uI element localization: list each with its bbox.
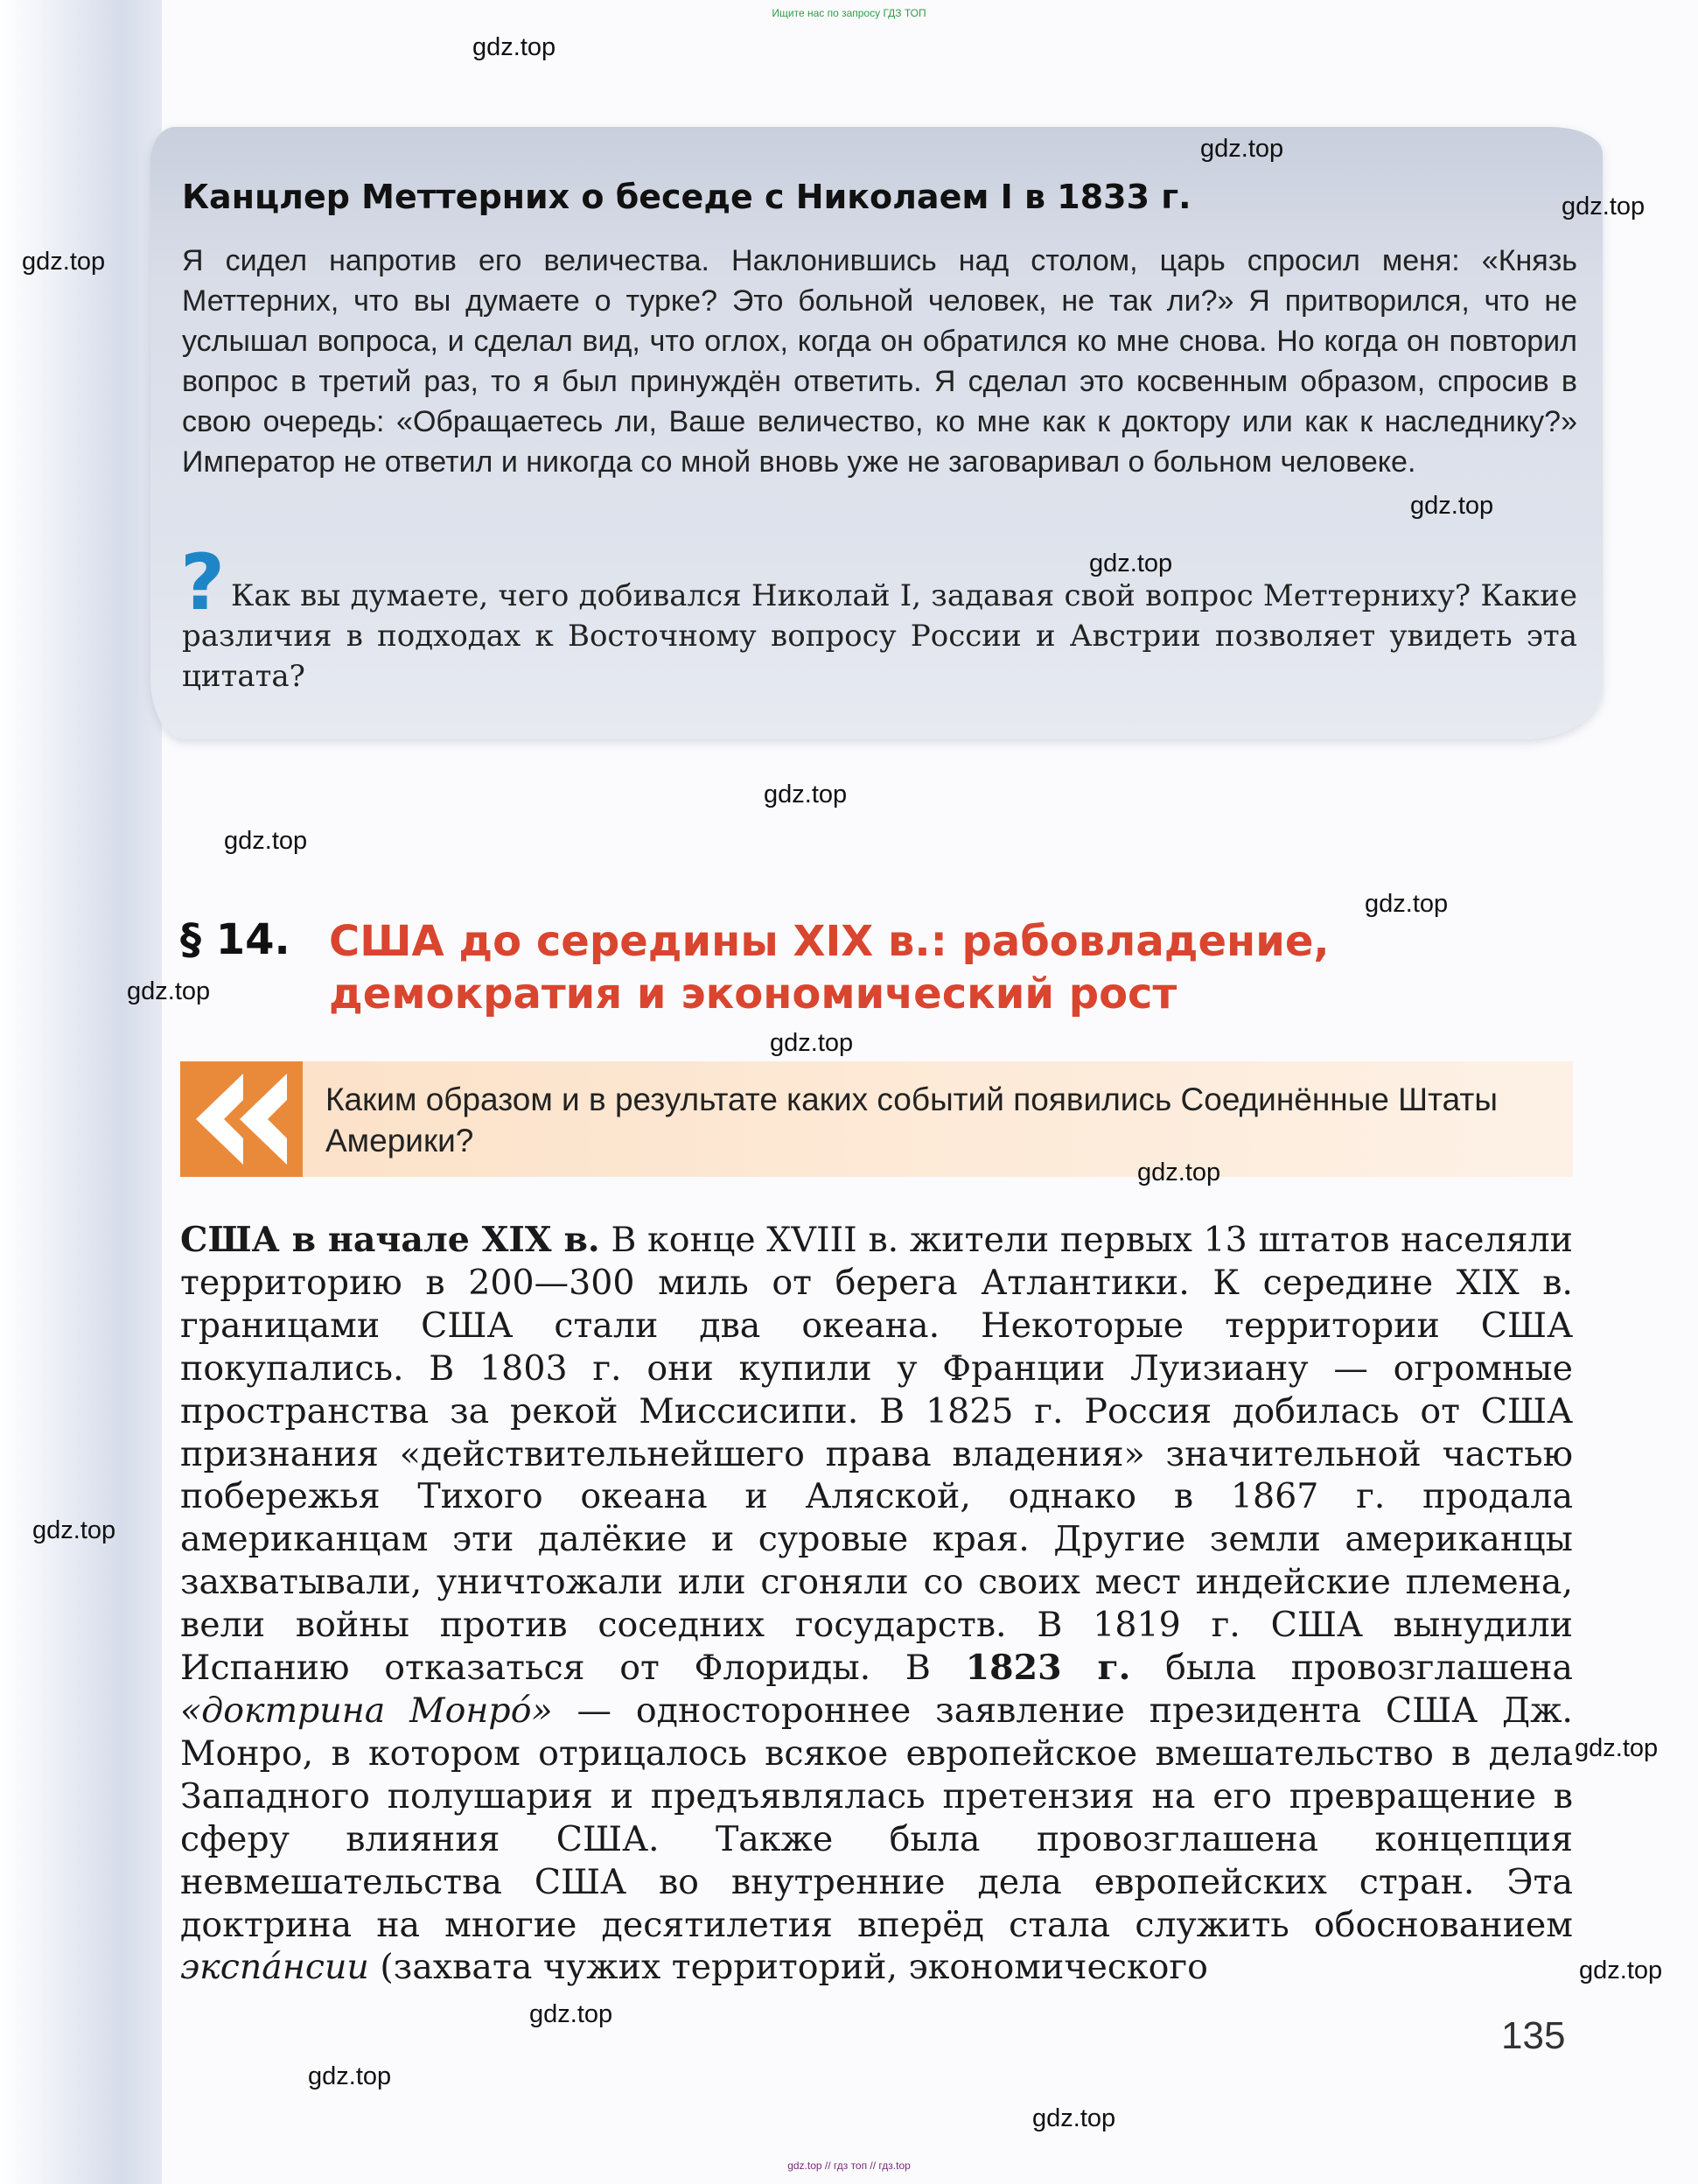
watermark: gdz.top bbox=[1089, 550, 1173, 578]
watermark: gdz.top bbox=[764, 780, 848, 808]
body-text-part2: была провозглашена bbox=[1130, 1648, 1573, 1689]
rewind-icon bbox=[180, 1061, 303, 1177]
quote-title: Канцлер Меттерних о беседе с Николаем I в 1833 г. bbox=[182, 178, 1191, 216]
term-monroe-doctrine: «доктрина Монро́» bbox=[180, 1690, 553, 1731]
watermark: gdz.top bbox=[770, 1029, 854, 1057]
body-paragraph bbox=[180, 1219, 1573, 1989]
year-bold: 1823 г. bbox=[965, 1648, 1131, 1689]
watermark: gdz.top bbox=[472, 33, 556, 61]
body-text-part3: — одностороннее заявление президента США Дж. Монро, в котором отрицалось всякое европейское вмешательство в дела Западного полушария и предъявлялась претензия на его превращение в сферу влияния США. Также была провозглашена концепция невмешательства США во внутренние дела европейских стран. Эта доктрина на многие десятилетия вперёд стала служить обоснованием bbox=[180, 1690, 1573, 1945]
watermark: gdz.top bbox=[1579, 1956, 1663, 1984]
watermark: gdz.top bbox=[32, 1516, 116, 1544]
body-text-part1: В конце XVIII в. жители первых 13 штатов населяли территорию в 200—300 миль от берега Атлантики. К середине XIX в. границами США стали два океана. Некоторые территории США покупались. В 1803 г. они купили у Франции Луизиану — огромные пространства за рекой Миссисипи. В 1825 г. Россия добилась от США признания «действительнейшего права владения» значительной частью побережья Тихого океана и Аляской, однако в 1867 г. продала американцам эти далёкие и суровые края. Другие земли американцы захватывали, уничтожали или сгоняли со своих мест индейские племена, вели войны против соседних государств. В 1819 г. США вынудили Испанию отказаться от Флориды. В bbox=[180, 1220, 1573, 1689]
question-text: Как вы думаете, чего добивался Николай I, задавая свой вопрос Меттерниху? Какие различия в подходах к Восточному вопросу России и Австрии позволяет увидеть эта цитата? bbox=[182, 578, 1577, 694]
top-note: Ищите нас по запросу ГДЗ ТОП bbox=[772, 7, 926, 19]
term-expansion: экспа́нсии bbox=[180, 1947, 369, 1988]
watermark: gdz.top bbox=[1137, 1158, 1221, 1186]
book-spine-shadow bbox=[0, 0, 162, 2184]
watermark: gdz.top bbox=[22, 248, 106, 276]
section-title-line1: США до середины XIX в.: рабовладение, bbox=[329, 917, 1330, 966]
body-text-part4: (захвата чужих территорий, экономического bbox=[368, 1947, 1208, 1988]
section-title-line2: демократия и экономический рост bbox=[329, 970, 1177, 1018]
watermark: gdz.top bbox=[529, 2000, 613, 2028]
page-number: 135 bbox=[1501, 2014, 1566, 2057]
watermark: gdz.top bbox=[1032, 2104, 1116, 2132]
watermark: gdz.top bbox=[224, 827, 308, 855]
paragraph-lead: США в начале XIX в. bbox=[180, 1220, 600, 1260]
bottom-note: gdz.top // гдз топ // гдз.top bbox=[787, 2160, 911, 2172]
watermark: gdz.top bbox=[1562, 192, 1646, 220]
watermark: gdz.top bbox=[1200, 135, 1284, 163]
watermark: gdz.top bbox=[1365, 890, 1449, 918]
watermark: gdz.top bbox=[308, 2062, 392, 2090]
watermark: gdz.top bbox=[127, 977, 211, 1005]
section-number: § 14. bbox=[180, 915, 290, 964]
watermark: gdz.top bbox=[1575, 1734, 1659, 1762]
question-mark-icon: ? bbox=[180, 537, 226, 627]
watermark: gdz.top bbox=[1410, 492, 1494, 520]
recall-question: Каким образом и в результате каких событий появились Соединённые Штаты Америки? bbox=[325, 1082, 1498, 1158]
section-title bbox=[329, 915, 1466, 1020]
quote-text: Я сидел напротив его величества. Наклонившись над столом, царь спросил меня: «Князь Меттерних, что вы думаете о турке? Это больной человек, не так ли?» Я притворился, что не услышал вопроса, и сделал вид, что оглох, когда он обратился ко мне снова. Но когда он повторил вопрос в третий раз, то я был принуждён ответить. Я сделал это косвенным образом, спросив в свою очередь: «Обращаетесь ли, Ваше величество, ко мне как к доктору или как к наследнику?» Император не ответил и никогда со мной вновь уже не заговаривал о больном человеке. bbox=[182, 244, 1577, 479]
